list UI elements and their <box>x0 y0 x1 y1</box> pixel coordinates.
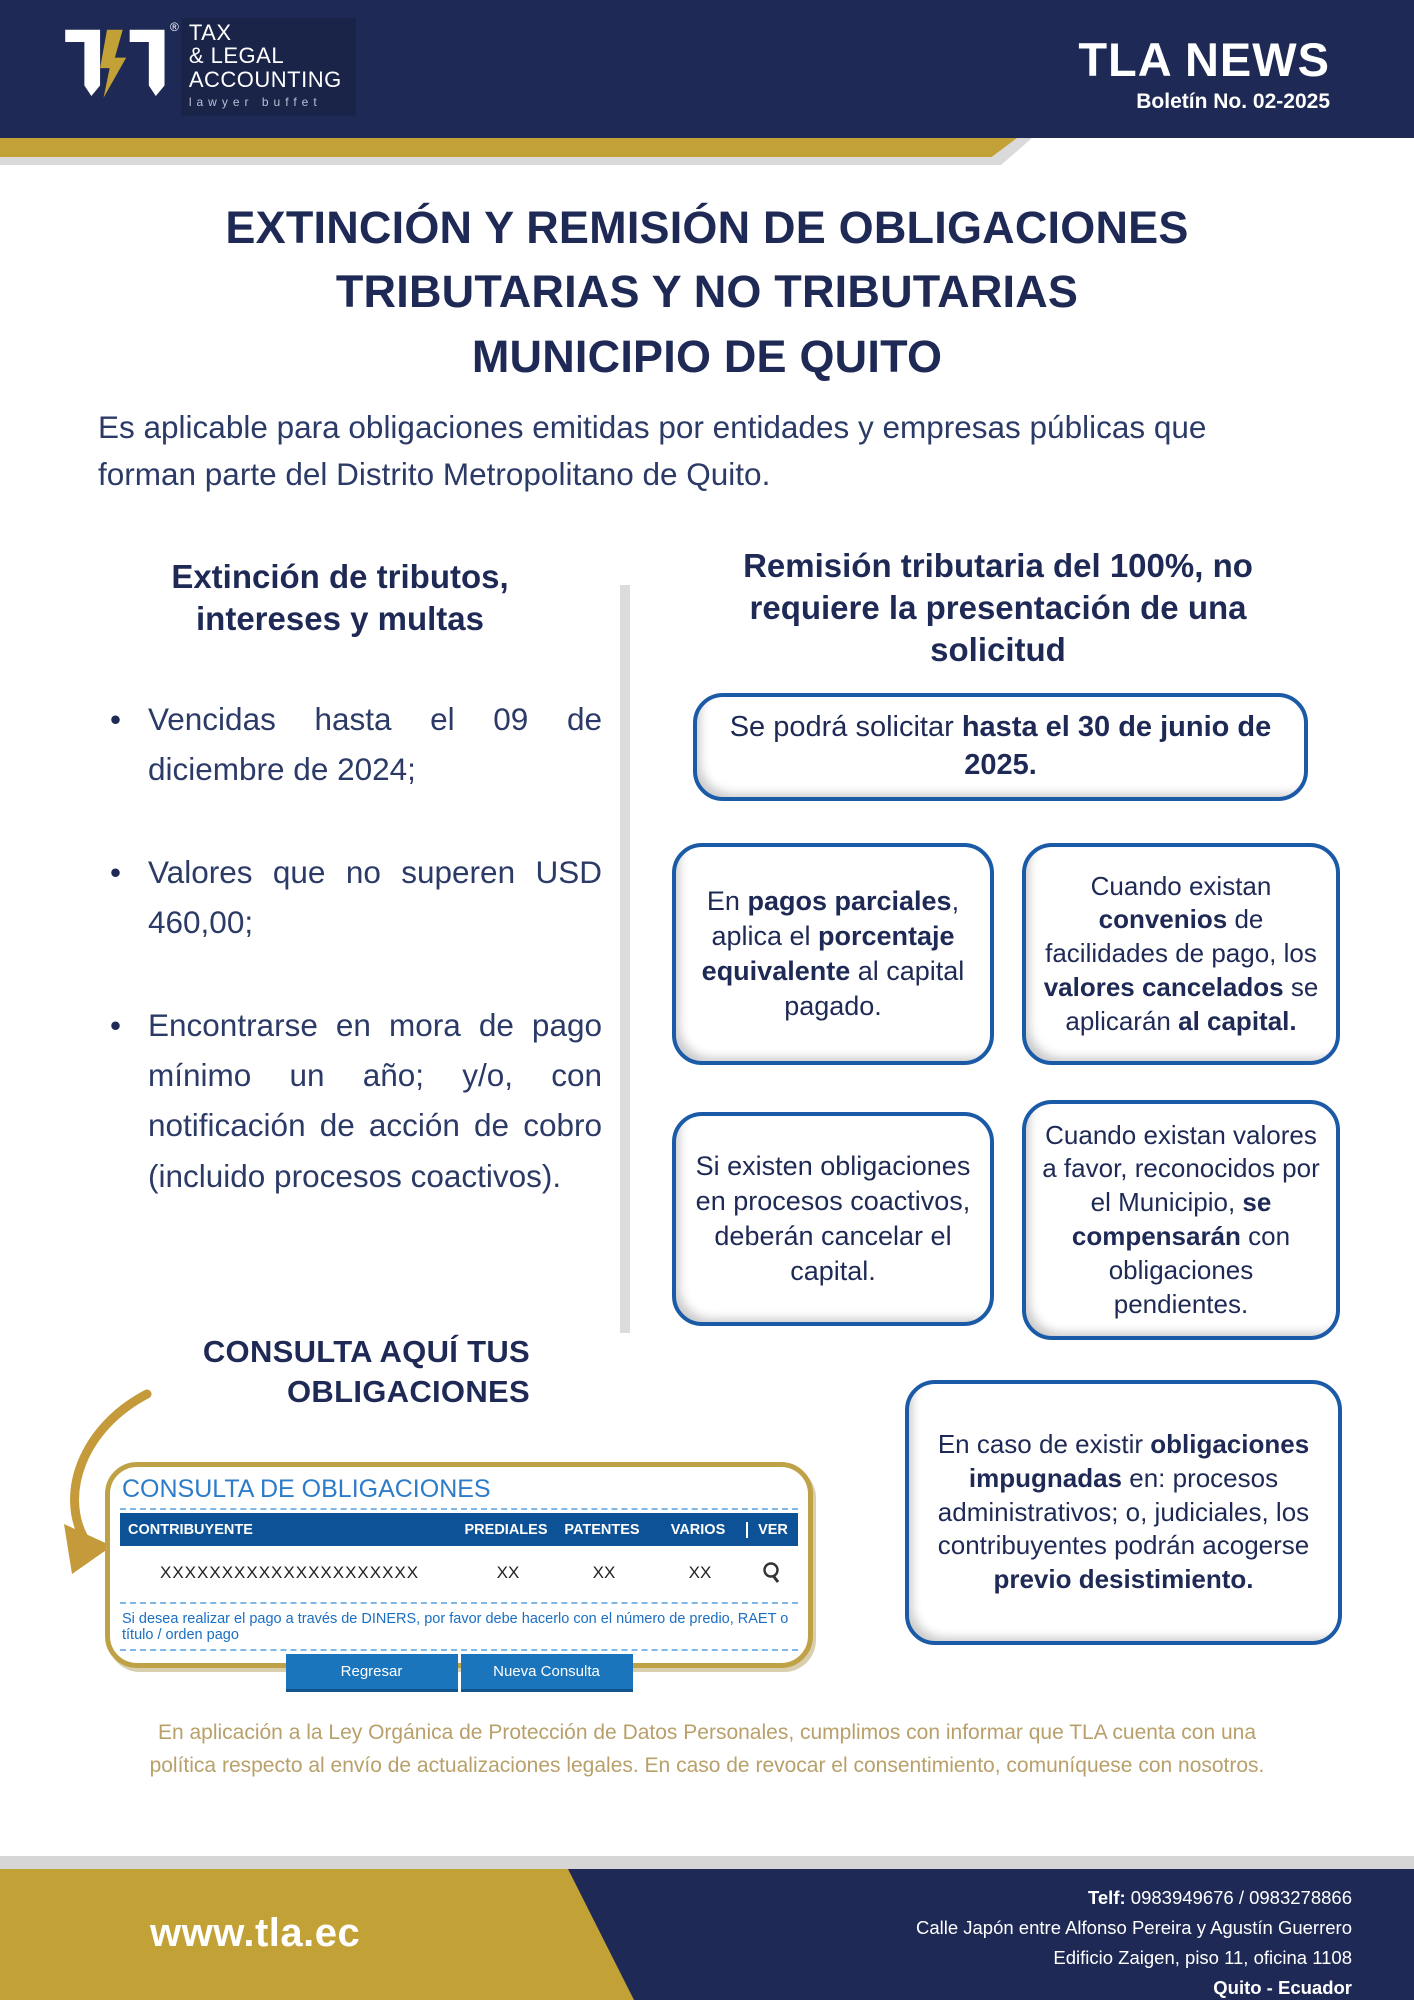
column-divider <box>620 585 630 1333</box>
title-line-2: TRIBUTARIAS Y NO TRIBUTARIAS <box>335 266 1079 318</box>
registered-trademark: ® <box>170 20 179 34</box>
consulta-heading: CONSULTA AQUÍ TUS OBLIGACIONES <box>202 1334 530 1410</box>
intro-paragraph: Es aplicable para obligaciones emitidas por entidades y empresas públicas que forman parte del Distrito Metropolitano de Quito. <box>98 409 1207 493</box>
tla-logo-mark-icon <box>60 18 168 106</box>
contact-city: Quito - Ecuador <box>1213 1976 1352 1998</box>
deadline-callout-box: Se podrá solicitar hasta el 30 de junio de 2025. <box>693 693 1308 801</box>
challenged-obligations-box: En caso de existir obligaciones impugnadas en: procesos administrativos; o, judiciales, los contribuyentes podrán acogerse previo desistimiento. <box>905 1380 1342 1645</box>
coactive-processes-box: Si existen obligaciones en procesos coactivos, deberán cancelar el capital. <box>672 1112 994 1326</box>
table-row <box>120 1546 798 1600</box>
payment-agreements-box: Cuando existan convenios de facilidades de pago, los valores cancelados se aplicarán al capital. <box>1022 843 1340 1065</box>
tla-logo <box>60 12 356 116</box>
contact-address-1: Calle Japón entre Alfonso Pereira y Agustín Guerrero <box>915 1916 1352 1938</box>
data-protection-disclaimer: En aplicación a la Ley Orgánica de Protección de Datos Personales, cumplimos con informar que TLA cuenta con una política respecto al envío de actualizaciones legales. En caso de revocar el consentimiento, comuníquese con nosotros. <box>149 1721 1265 1778</box>
table-header-row <box>120 1513 798 1546</box>
bullet-item: • Vencidas hasta el 09 de diciembre de 2024; <box>104 694 602 795</box>
dashed-separator <box>120 1508 798 1510</box>
column-varios: VARIOS <box>670 1521 726 1538</box>
diners-payment-note: Si desea realizar el pago a través de DINERS, por favor debe hacerlo con el número de predio, RAET o título / orden pago <box>122 1611 789 1643</box>
header-bar <box>0 0 1414 138</box>
cell-patentes: XX <box>592 1563 616 1582</box>
logo-line-legal: & LEGAL <box>188 43 285 69</box>
column-ver: VER <box>746 1522 798 1538</box>
contact-info <box>916 1883 1352 2003</box>
news-block <box>1078 33 1330 114</box>
bulletin-number: Boletín No. 02-2025 <box>1136 90 1330 113</box>
dashed-separator <box>120 1649 798 1651</box>
obligations-query-screenshot <box>105 1462 813 1680</box>
column-patentes: PATENTES <box>564 1521 640 1538</box>
partial-payments-box: En pagos parciales, aplica el porcentaje equivalente al capital pagado. <box>672 843 994 1065</box>
footer <box>0 1869 1414 2000</box>
cell-prediales: XX <box>496 1563 520 1582</box>
left-column-heading: Extinción de tributos, intereses y multas <box>171 558 509 638</box>
nueva-consulta-button[interactable]: Nueva Consulta <box>461 1654 633 1692</box>
footer-gray-strip <box>0 1856 1414 1869</box>
magnifier-icon[interactable] <box>761 1561 785 1585</box>
logo-line-tax: TAX <box>188 20 232 45</box>
column-prediales: PREDIALES <box>464 1521 548 1538</box>
logo-tagline: lawyer buffet <box>188 94 322 109</box>
website-link[interactable]: www.tla.ec <box>150 1911 361 1955</box>
gold-stripe <box>0 138 1017 157</box>
contact-phone: Telf: 0983949676 / 0983278866 <box>1087 1887 1352 1908</box>
logo-line-accounting: ACCOUNTING <box>188 66 342 92</box>
news-title: TLA NEWS <box>1078 33 1330 86</box>
title-line-3: MUNICIPIO DE QUITO <box>471 330 943 382</box>
widget-title: CONSULTA DE OBLIGACIONES <box>122 1475 491 1503</box>
bullet-item: • Valores que no superen USD 460,00; <box>104 847 602 948</box>
regresar-button[interactable]: Regresar <box>286 1654 458 1692</box>
widget-buttons-row <box>120 1654 798 1692</box>
bullet-item: • Encontrarse en mora de pago mínimo un año; y/o, con notificación de acción de cobro (incluido procesos coactivos). <box>104 1000 602 1202</box>
page-title <box>0 196 1414 389</box>
left-column-bullets <box>104 694 602 1253</box>
right-column-heading: Remisión tributaria del 100%, no requiere la presentación de una solicitud <box>743 547 1253 669</box>
credit-compensation-box: Cuando existan valores a favor, reconocidos por el Municipio, se compensarán con obligaciones pendientes. <box>1022 1100 1340 1340</box>
cell-varios: XX <box>688 1563 712 1582</box>
dashed-separator <box>120 1602 798 1604</box>
column-contribuyente: CONTRIBUYENTE <box>128 1521 253 1538</box>
cell-ver <box>748 1561 798 1585</box>
cell-contribuyente: XXXXXXXXXXXXXXXXXXXXX <box>160 1563 420 1582</box>
logo-text <box>181 18 356 116</box>
contact-address-2: Edificio Zaigen, piso 11, oficina 1108 <box>1053 1946 1352 1968</box>
title-line-1: EXTINCIÓN Y REMISIÓN DE OBLIGACIONES <box>225 202 1189 253</box>
